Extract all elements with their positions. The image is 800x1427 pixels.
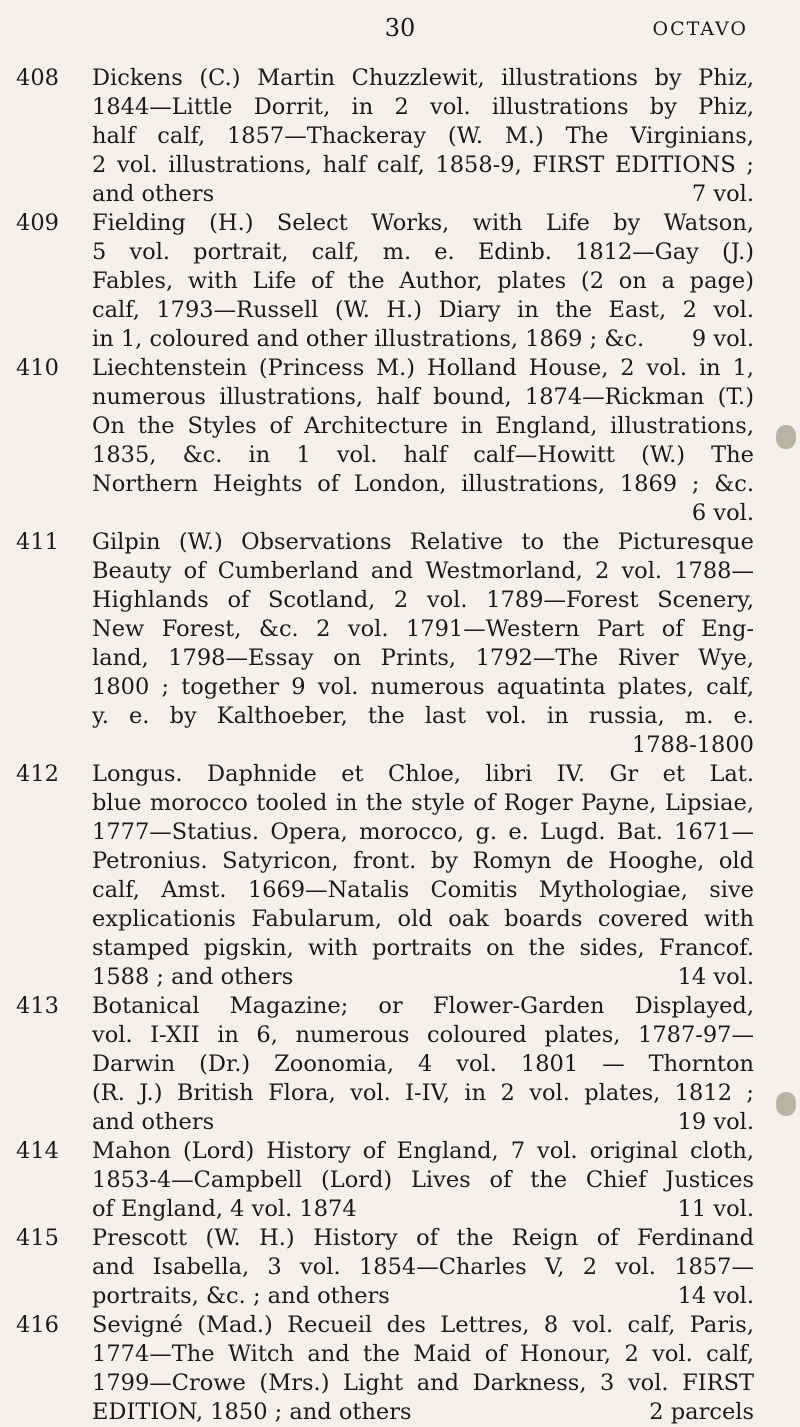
lot-description-line: Northern Heights of London, illustrations, 1869 ; &c. — [92, 471, 754, 497]
lot-description-line: Longus. Daphnide et Chloe, libri IV. Gr et Lat. — [92, 761, 754, 787]
lot-description-line: calf, 1793—Russell (W. H.) Diary in the East, 2 vol. — [92, 297, 754, 323]
lot-number: 410 — [16, 355, 59, 381]
lot-final-line — [92, 325, 754, 354]
lot-final-line — [92, 963, 754, 992]
lot-description-tail: and others — [92, 1109, 215, 1135]
lot-description-line: Petronius. Satyricon, front. by Romyn de Hooghe, old — [92, 848, 754, 874]
lot-description-line: Gilpin (W.) Observations Relative to the Picturesque — [92, 529, 754, 555]
lot-quantity: 9 vol. — [691, 326, 754, 352]
lot-entry — [0, 528, 800, 760]
lot-description-line: 2 vol. illustrations, half calf, 1858-9, FIRST EDITIONS ; — [92, 152, 754, 178]
lot-final-line — [92, 1398, 754, 1427]
lot-description-line: 1774—The Witch and the Maid of Honour, 2 vol. calf, — [92, 1341, 754, 1367]
lot-entry — [0, 760, 800, 992]
lot-entry — [0, 354, 800, 528]
lot-description-line: land, 1798—Essay on Prints, 1792—The River Wye, — [92, 645, 754, 671]
lot-description-line: Beauty of Cumberland and Westmorland, 2 vol. 1788— — [92, 558, 754, 584]
lot-description-line: Mahon (Lord) History of England, 7 vol. original cloth, — [92, 1138, 754, 1164]
lot-number: 416 — [16, 1312, 59, 1338]
lot-quantity: 14 vol. — [677, 964, 754, 990]
lot-description-line: Highlands of Scotland, 2 vol. 1789—Forest Scenery, — [92, 587, 754, 613]
lot-description-line: Liechtenstein (Princess M.) Holland House, 2 vol. in 1, — [92, 355, 754, 381]
lot-description-line: and Isabella, 3 vol. 1854—Charles V, 2 vol. 1857— — [92, 1254, 754, 1280]
lot-description-line: explicationis Fabularum, old oak boards covered with — [92, 906, 754, 932]
catalogue-lots — [0, 64, 800, 1427]
lot-description-line: blue morocco tooled in the style of Roger Payne, Lipsiae, — [92, 790, 754, 816]
lot-number: 414 — [16, 1138, 59, 1164]
lot-description-line: calf, Amst. 1669—Natalis Comitis Mythologiae, sive — [92, 877, 754, 903]
lot-description-line: Fables, with Life of the Author, plates (2 on a page) — [92, 268, 754, 294]
lot-description-line: 1853-4—Campbell (Lord) Lives of the Chief Justices — [92, 1167, 754, 1193]
lot-entry — [0, 64, 800, 209]
lot-entry — [0, 992, 800, 1137]
lot-number: 413 — [16, 993, 59, 1019]
lot-number: 409 — [16, 210, 59, 236]
page-header — [0, 8, 800, 48]
section-title: OCTAVO — [652, 18, 748, 40]
lot-description-tail: portraits, &c. ; and others — [92, 1283, 390, 1309]
lot-number: 412 — [16, 761, 59, 787]
lot-description-line: New Forest, &c. 2 vol. 1791—Western Part of Eng- — [92, 616, 754, 642]
lot-description-line: 5 vol. portrait, calf, m. e. Edinb. 1812—Gay (J.) — [92, 239, 754, 265]
lot-final-line — [92, 1282, 754, 1311]
lot-final-line — [92, 1108, 754, 1137]
lot-description-line: 1835, &c. in 1 vol. half calf—Howitt (W.) The — [92, 442, 754, 468]
lot-description-line: vol. I-XII in 6, numerous coloured plates, 1787-97— — [92, 1022, 754, 1048]
lot-quantity: 7 vol. — [691, 181, 754, 207]
lot-entry — [0, 209, 800, 354]
lot-description-line: 1799—Crowe (Mrs.) Light and Darkness, 3 vol. FIRST — [92, 1370, 754, 1396]
lot-entry — [0, 1137, 800, 1224]
lot-number: 408 — [16, 65, 59, 91]
lot-description-line: Botanical Magazine; or Flower-Garden Displayed, — [92, 993, 754, 1019]
lot-description-tail: of England, 4 vol. 1874 — [92, 1196, 357, 1222]
lot-description-line: numerous illustrations, half bound, 1874—Rickman (T.) — [92, 384, 754, 410]
lot-quantity: 11 vol. — [677, 1196, 754, 1222]
lot-description-tail: in 1, coloured and other illustrations, 1869 ; &c. — [92, 326, 645, 352]
lot-description-tail: EDITION, 1850 ; and others — [92, 1399, 412, 1425]
lot-quantity: 19 vol. — [677, 1109, 754, 1135]
lot-description-line: Fielding (H.) Select Works, with Life by Watson, — [92, 210, 754, 236]
lot-description-line: 1777—Statius. Opera, morocco, g. e. Lugd. Bat. 1671— — [92, 819, 754, 845]
lot-final-line — [92, 1195, 754, 1224]
lot-description-line: 1844—Little Dorrit, in 2 vol. illustrations by Phiz, — [92, 94, 754, 120]
lot-quantity: 2 parcels — [649, 1399, 754, 1425]
lot-entry — [0, 1311, 800, 1427]
lot-description-line: 1800 ; together 9 vol. numerous aquatinta plates, calf, — [92, 674, 754, 700]
lot-description-line: Prescott (W. H.) History of the Reign of Ferdinand — [92, 1225, 754, 1251]
lot-description-line: (R. J.) British Flora, vol. I-IV, in 2 vol. plates, 1812 ; — [92, 1080, 754, 1106]
lot-description-tail: 1588 ; and others — [92, 964, 294, 990]
lot-description-line: Darwin (Dr.) Zoonomia, 4 vol. 1801 — Thornton — [92, 1051, 754, 1077]
page-number: 30 — [384, 14, 416, 42]
lot-entry — [0, 1224, 800, 1311]
lot-quantity: 6 vol. — [691, 500, 754, 526]
lot-number: 415 — [16, 1225, 59, 1251]
lot-description-line: half calf, 1857—Thackeray (W. M.) The Virginians, — [92, 123, 754, 149]
lot-final-line — [92, 180, 754, 209]
lot-description-line: Sevigné (Mad.) Recueil des Lettres, 8 vol. calf, Paris, — [92, 1312, 754, 1338]
lot-description-line: stamped pigskin, with portraits on the sides, Francof. — [92, 935, 754, 961]
lot-description-line: On the Styles of Architecture in England, illustrations, — [92, 413, 754, 439]
lot-quantity: 14 vol. — [677, 1283, 754, 1309]
lot-number: 411 — [16, 529, 59, 555]
lot-description-tail: and others — [92, 181, 215, 207]
lot-quantity: 1788-1800 — [631, 732, 754, 758]
lot-description-line: Dickens (C.) Martin Chuzzlewit, illustrations by Phiz, — [92, 65, 754, 91]
lot-description-line: y. e. by Kalthoeber, the last vol. in russia, m. e. — [92, 703, 754, 729]
